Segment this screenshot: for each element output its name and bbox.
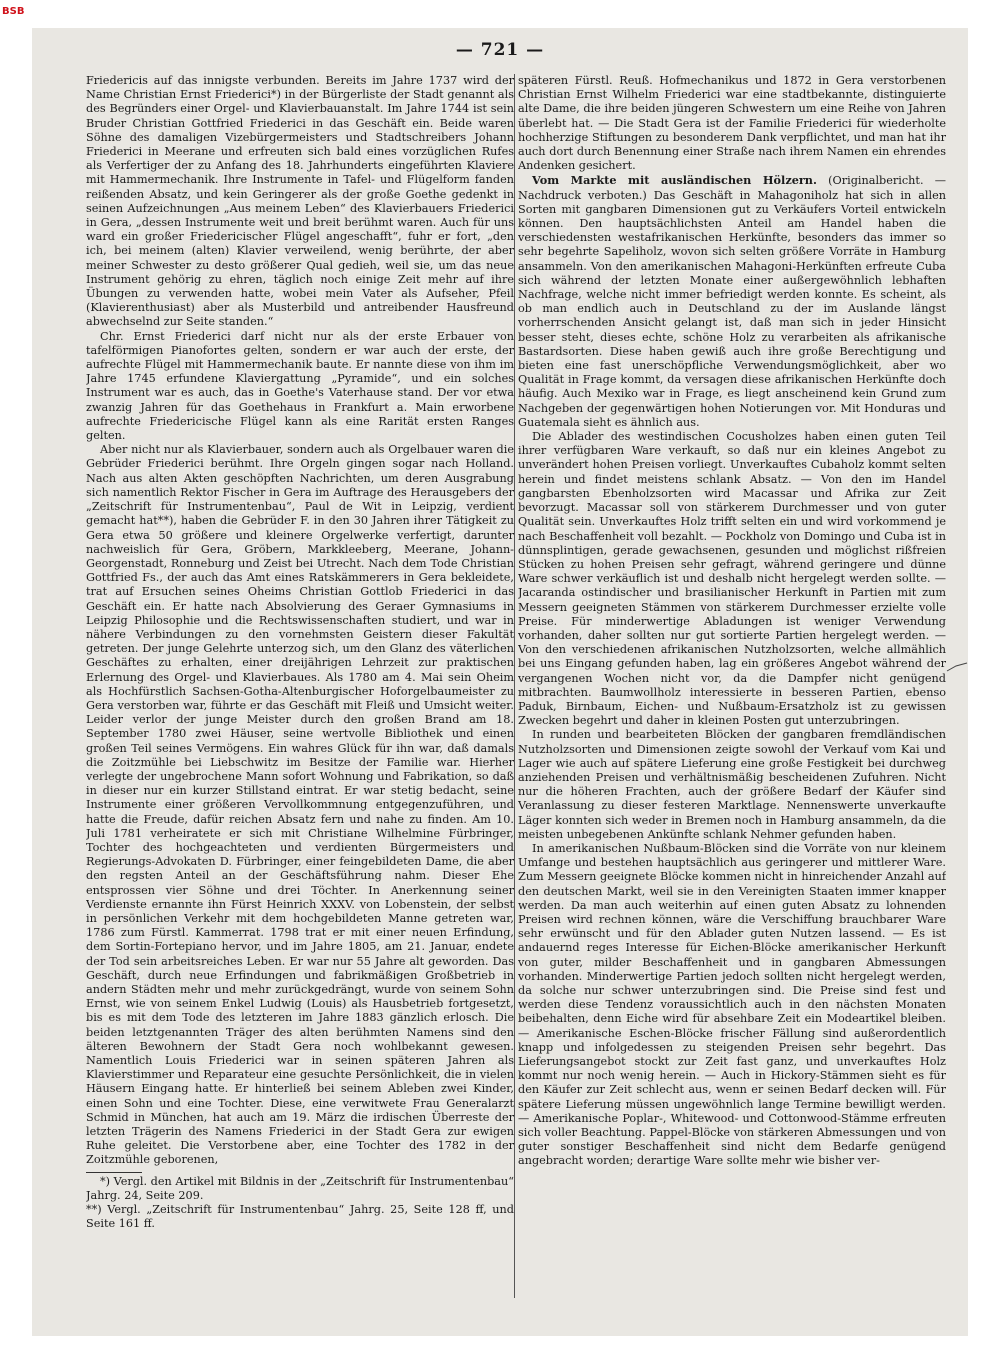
library-mark: BSB [2,6,25,17]
pencil-tick-mark [946,662,968,672]
footnote-rule [86,1172,142,1173]
section-lead-paragraph [518,173,946,430]
left-column [86,74,514,1296]
left-paragraph-1: Friedericis auf das innigste verbunden. Bereits im Jahre 1737 wird der Name Christian Ernst Friederici*) in der Bürgerliste der Stadt genannt als des Begründers einer Orgel- und Klavierbauanstalt. Im Jahre 1744 ist sein Bruder Christian Gottfried Friederici in das Geschäft ein. Beide waren Söhne des damaligen Vizebürgermeisters und Stadtschreibers Johann Friederici in Meerane und erfreuten sich bald eines vorzüglichen Rufes als Verfertiger der zu Anfang des 18. Jahrhunderts eingeführten Klaviere mit Hammermechanik. Ihre Instrumente in Tafel- und Flügelform fanden reißenden Absatz, und kein Geringerer als der große Goethe gedenkt in seinen Aufzeichnungen „Aus meinem Leben“ des Klavierbauers Friederici in Gera, „dessen Instrumente weit und breit berühmt waren. Auch für uns ward ein großer Friedericischer Flügel angeschafft“, fuhr er fort, „den ich, bei meinem (alten) Klavier verweilend, wenig berührte, der aber meiner Schwester zu desto größerer Qual gedieh, weil sie, um das neue Instrument gehörig zu ehren, täglich noch einige Zeit mehr auf ihre Übungen zu verwenden hatte, wobei mein Vater als Aufseher, Pfeil (Klavierenthusiast) aber als Musterbild und antreibender Hausfreund abwechselnd zur Seite standen.“ [86,74,514,329]
scanned-page [32,28,968,1336]
right-column [518,74,946,1302]
footnotes [86,1175,514,1232]
page-number: — 721 — [455,40,545,60]
section-lead: (Originalbericht. — Nachdruck verboten.) Das Geschäft in Mahagoniholz hat sich in allen Sorten mit gangbaren Dimensionen gut zu Verkäufers Vorteil entwickeln können. Den hauptsächlichsten Anteil am Handel haben die verschiedensten westafrikanischen Herkünfte, besonders das immer so sehr begehrte Sapeliholz, wovon sich selten größere Vorräte in Hamburg ansammeln. Von den amerikanischen Mahagoni-Herkünften erfreute Cuba sich während der letzten Monate einer außergewöhnlich lebhaften Nachfrage, welche nicht immer befriedigt werden konnte. Es scheint, als ob man endlich auch in Deutschland zu der im Auslande längst vorherrschenden Ansicht gelangt ist, daß man sich in jeder Hinsicht besser steht, dieses echte, schöne Holz zu verarbeiten als afrikanische Bastardsorten. Diese haben gewiß auch ihre große Berechtigung und bieten eine fast unerschöpfliche Verwendungsmöglichkeit, aber wo Qualität in Frage kommt, da versagen diese afrikanischen Herkünfte doch häufig. Auch Mexiko war in Frage, es liegt anscheinend kein Grund zum Nachgeben der gegenwärtigen hohen Notierungen vor. Mit Honduras und Guatemala sieht es ähnlich aus. [518,174,946,429]
right-paragraph-2: In runden und bearbeiteten Blöcken der gangbaren fremdländischen Nutzholzsorten und Dimensionen zeigte sowohl der Verkauf vom Kai und Lager wie auch auf spätere Lieferung eine große Festigkeit bei durchweg anziehenden Preisen und verhältnismäßig bescheidenen Zufuhren. Nicht nur die höheren Frachten, auch der größere Bedarf der Käufer sind Veranlassung zu dieser festeren Marktlage. Nennenswerte unverkaufte Läger konnten sich weder in Bremen noch in Hamburg ansammeln, da die meisten unbegebenen Ankünfte schlank Nehmer gefunden haben. [518,728,946,841]
column-divider [514,74,515,1298]
left-paragraph-2: Chr. Ernst Friederici darf nicht nur als der erste Erbauer von tafelförmigen Pianofortes gelten, sondern er war auch der erste, der aufrechte Flügel mit Hammermechanik baute. Er nannte diese von ihm im Jahre 1745 erfundene Klaviergattung „Pyramide“, und ein solches Instrument war es auch, das in Goethe's Vaterhause stand. Der vor etwa zwanzig Jahren für das Goethehaus in Frankfurt a. Main erworbene aufrechte Friedericische Flügel kann als eine Rarität ersten Ranges gelten. [86,329,514,443]
right-paragraph-1: Die Ablader des westindischen Cocusholzes haben einen guten Teil ihrer verfügbaren Ware verkauft, so daß nur ein kleines Angebot zu unverändert hohen Preisen vorliegt. Unverkauftes Cubaholz kommt selten herein und findet meistens schlank Absatz. — Von den im Handel gangbarsten Ebenholzsorten wird Macassar und Afrika zur Zeit bevorzugt. Macassar soll von stärkerem Durchmesser und von guter Qualität sein. Unverkauftes Holz trifft selten ein und wird vorkommend je nach Beschaffenheit voll bezahlt. — Pockholz von Domingo und Cuba ist in dünnsplintigen, gerade gewachsenen, gesunden und möglichst rißfreien Stücken zu hohen Preisen sehr gefragt, während geringere und dünne Ware schwer verkäuflich ist und deshalb nicht hergelegt werden sollte. — Jacaranda ostindischer und brasilianischer Herkunft in Partien mit zum Messern geeigneten Stämmen von stärkerem Durchmesser erzielte volle Preise. Für minderwertige Abladungen ist weniger Verwendung vorhanden, daher sollten nur gut sortierte Partien hergelegt werden. — Von den verschiedenen afrikanischen Nutzholzsorten, welche allmählich bei uns Eingang gefunden haben, lag ein größeres Angebot während der vergangenen Wochen nicht vor, da die Dampfer nicht genügend mitbrachten. Baumwollholz interessierte in besseren Partien, ebenso Paduk, Birnbaum, Eichen- und Nußbaum-Ersatzholz ist zu gewissen Zwecken begehrt und daher in kleinen Posten gut unterzubringen. [518,430,946,728]
footnote-1: *) Vergl. den Artikel mit Bildnis in der „Zeitschrift für Instrumentenbau“ Jahrg. 24, Seite 209. [86,1174,514,1202]
section-heading: Vom Markte mit ausländischen Hölzern. [532,173,817,188]
right-intro: späteren Fürstl. Reuß. Hofmechanikus und 1872 in Gera verstorbenen Christian Ernst Wilhelm Friederici war eine stadtbekannte, distinguierte alte Dame, die ihre beiden jüngeren Schwestern um eine Reihe von Jahren überlebt hat. — Die Stadt Gera ist der Familie Friederici für wiederholte hochherzige Stiftungen zu besonderem Dank verpflichtet, und man hat ihr auch dort durch Benennung einer Straße nach ihrem Namen ein ehrendes Andenken gesichert. [518,74,946,173]
left-paragraph-3: Aber nicht nur als Klavierbauer, sondern auch als Orgelbauer waren die Gebrüder Friederici berühmt. Ihre Orgeln gingen sogar nach Holland. Nach aus alten Akten geschöpften Nachrichten, um deren Ausgrabung sich namentlich Rektor Fischer in Gera im Auftrage des Herausgebers der „Zeitschrift für Instrumentenbau“, Paul de Wit in Leipzig, verdient gemacht hat**), haben die Gebrüder F. in den 30 Jahren ihrer Tätigkeit zu Gera etwa 50 größere und kleinere Orgelwerke verfertigt, darunter nachweislich für Gera, Gröbern, Markkleeberg, Meerane, Johann-Georgenstadt, Ronneburg und Zeist bei Utrecht. Nach dem Tode Christian Gottfried Fs., der auch das Amt eines Ratskämmerers in Gera bekleidete, trat auf Ersuchen seines Oheims Christian Gottlob Friederici in das Geschäft ein. Er hatte nach Absolvierung des Geraer Gymnasiums in Leipzig Philosophie und die Rechtswissenschaften studiert, und war in nähere Verbindungen zu den vornehmsten Geistern dieser Fakultät getreten. Der junge Gelehrte unterzog sich, um den Glanz des väterlichen Geschäftes zu erhalten, einer dreijährigen Lehrzeit zur praktischen Erlernung des Orgel- und Klavierbaues. Als 1780 am 4. Mai sein Oheim als Hochfürstlich Sachsen-Gotha-Altenburgischer Hoforgelbaumeister zu Gera verstorben war, führte er das Geschäft mit Fleiß und Umsicht weiter. Leider verlor der junge Meister durch den großen Brand am 18. September 1780 zwei Häuser, seine wertvolle Bibliothek und einen großen Teil seines Vermögens. Ein wahres Glück für ihn war, daß damals die Zoitzmühle bei Liebschwitz im Besitze der Familie war. Hierher verlegte der ungebrochene Mann sofort Wohnung und Fabrikation, so daß in dieser nur ein kurzer Stillstand eintrat. Er war stetig bedacht, seine Instrumente einer größeren Vervollkommnung entgegenzuführen, und hatte die Freude, dafür reichen Absatz fern und nahe zu finden. Am 10. Juli 1781 verheiratete er sich mit Christiane Wilhelmine Fürbringer, Tochter des hochgeachteten und verdienten Bürgermeisters und Regierungs-Advokaten D. Fürbringer, einer feingebildeten Dame, die aber den regsten Anteil an der Geschäftsführung nahm. Dieser Ehe entsprossen vier Söhne und drei Töchter. In Anerkennung seiner Verdienste ernannte ihn Fürst Heinrich XXXV. von Lobenstein, der selbst in persönlichen Verkehr mit dem hochgebildeten Manne getreten war, 1786 zum Fürstl. Kammerrat. 1798 trat er mit einer neuen Erfindung, dem Sortin-Fortepiano hervor, und im Jahre 1805, am 21. Januar, endete der Tod sein arbeitsreiches Leben. Er war nur 55 Jahre alt geworden. Das Geschäft, durch neue Erfindungen und fabrikmäßigen Großbetrieb in andern Städten mehr und mehr zurückgedrängt, wurde von seinem Sohn Ernst, wie von seinem Enkel Ludwig (Louis) als Hausbetrieb fortgesetzt, bis es mit dem Tode des letzteren im Jahre 1883 gänzlich erlosch. Die beiden letztgenannten Träger des alten berühmten Namens sind den älteren Bewohnern der Stadt Gera noch wohlbekannt gewesen. Namentlich Louis Friederici war in seinen späteren Jahren als Klavierstimmer und Reparateur eine gesuchte Persönlichkeit, die in vielen Häusern Eingang hatte. Er hinterließ bei seinem Ableben zwei Kinder, einen Sohn und eine Tochter. Diese, eine verwitwete Frau Generalarzt Schmid in München, hat auch am 19. März die irdischen Überreste der letzten Trägerin des Namens Friederici in der Stadt Gera zur ewigen Ruhe geleitet. Die Verstorbene aber, eine Tochter des 1782 in der Zoitzmühle geborenen, [86,443,514,1167]
right-paragraph-3: In amerikanischen Nußbaum-Blöcken sind die Vorräte von nur kleinem Umfange und bestehen hauptsächlich aus geringerer und mittlerer Ware. Zum Messern geeignete Blöcke kommen nicht in hinreichender Anzahl auf den deutschen Markt, weil sie in den Vereinigten Staaten immer knapper werden. Da man auch weiterhin auf einen guten Absatz zu lohnenden Preisen wird rechnen können, wäre die Verschiffung brauchbarer Ware sehr erwünscht und für den Ablader guten Nutzen lassend. — Es ist andauernd reges Interesse für Eichen-Blöcke amerikanischer Herkunft von guter, milder Beschaffenheit und in gangbaren Abmessungen vorhanden. Minderwertige Partien jedoch sollten nicht hergelegt werden, da solche nur schwer unterzubringen sind. Die Preise sind fest und werden diese Tendenz voraussichtlich auch in den nächsten Monaten beibehalten, denn Eiche wird für absehbare Zeit ein Modeartikel bleiben. — Amerikanische Eschen-Blöcke frischer Fällung sind außerordentlich knapp und infolgedessen zu steigenden Preisen sehr begehrt. Das Lieferungsangebot stockt zur Zeit fast ganz, und unverkauftes Holz kommt nur noch wenig herein. — Auch in Hickory-Stämmen sieht es für den Käufer zur Zeit schlecht aus, wenn er seinen Bedarf decken will. Für spätere Lieferung müssen ungewöhnlich lange Termine bewilligt werden. — Amerikanische Poplar-, Whitewood- und Cottonwood-Stämme erfreuten sich voller Beachtung. Pappel-Blöcke von stärkeren Abmessungen und von guter sonstiger Beschaffenheit sind nicht dem Bedarfe genügend angebracht worden; derartige Ware sollte mehr wie bisher ver- [518,841,946,1168]
footnote-2: **) Vergl. „Zeitschrift für Instrumentenbau“ Jahrg. 25, Seite 128 ff, und Seite 161 ff. [86,1203,514,1231]
